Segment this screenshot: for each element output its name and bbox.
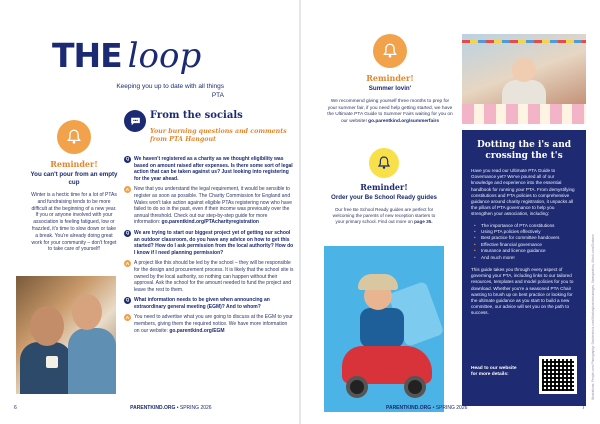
qr-label: Head to our website for more details:	[471, 366, 517, 378]
summer-fair-photo	[462, 34, 586, 124]
reminder-empty-cup	[30, 120, 118, 253]
reminder-subheading: Order your Be School Ready guides	[331, 194, 437, 201]
footer-right: PARENTKIND.ORG • SPRING 2026 7	[386, 405, 585, 411]
qr-area	[471, 356, 577, 396]
socials-section	[124, 110, 294, 144]
qa-text: Now that you understand the legal requirement, it would be sensible to register as soon as possible. The Charity Commission for England and Wales won't take action against eligible PTAs registering now who have failed to do so in the past, even if their income was previously over the annual threshold. Check out our step-by-step guide for more information:	[134, 186, 292, 226]
governance-bullet: • The importance of PTA constitutions	[471, 223, 577, 229]
friends-coffee-photo	[16, 276, 116, 394]
reminder-body: Winter is a hectic time for a lot of PTAs and fundraising tends to be more difficult at the beginning of a new year. If you or anyone involved with your association is feeling fatigued, low or frazzled, it's time to slow down or take a break. You're already doing great work for your community – don't forget to take care of yourself!	[31, 192, 117, 253]
page-subtitle: Keeping you up to date with all things PTA	[116, 83, 224, 99]
governance-title: Dotting the i's and crossing the t's	[476, 140, 572, 161]
answer-item	[124, 186, 294, 226]
qr-code-icon[interactable]	[539, 356, 577, 394]
reminder-subheading: You can't pour from an empty cup	[30, 171, 118, 186]
footer-site[interactable]: PARENTKIND.ORG	[130, 405, 176, 411]
question-item	[124, 297, 294, 310]
footer-site[interactable]: PARENTKIND.ORG	[386, 405, 432, 411]
bell-icon	[369, 148, 399, 178]
question-badge-icon: Q	[125, 156, 130, 162]
reminder-school-ready	[324, 142, 444, 412]
qa-text: A project like this should be led by the school – they will be responsible for the design and procurement process. It is likely that the school site is owned by the local authority, so nothing can happen without their approval. Ask the school for the amount needed to fund the project and leave the rest to them.	[134, 260, 294, 293]
governance-intro: Have you read our Ultimate PTA Guide to Governance yet? We've poured all of our knowledge and experience into the essential handbook for running your PTA. From demystifying constitutions and PTA policies to comprehensive guidance around charity registration, it unpacks all the pillars of PTA governance to help you strengthen your association, including:	[471, 168, 575, 217]
governance-bullet-list	[471, 223, 577, 261]
page-reference: page 35.	[414, 219, 433, 225]
qa-link[interactable]: go.parentkind.org/EGM	[169, 327, 225, 334]
qa-text: What information needs to be given when announcing an extraordinary general meeting (EGM)? And to whom?	[134, 297, 270, 310]
qa-text: You need to advertise what you are going to discuss at the EGM to your members, giving them the required notice. We have more information on our website:	[134, 314, 293, 334]
qa-text: We haven't registered as a charity as we thought eligibility was based on amount raised after expenses. Is there some sort of legal action that can be taken against us? Just looking into registering for the year ahead.	[134, 156, 293, 182]
governance-outro: This guide takes you through every aspect of governing your PTA, including links to our tailored resources, templates and model policies for you to download. Whether you're a seasoned PTA Chair wanting to brush up on best practice or looking for the ultimate guidance as you start to build a new committee, our advice will set you on the path to success.	[471, 267, 574, 316]
answer-item	[124, 314, 294, 334]
title-loop: loop	[127, 36, 202, 76]
bell-icon	[373, 34, 407, 68]
answer-item	[124, 260, 294, 293]
reminder-heading: Reminder!	[360, 182, 408, 192]
qa-text: We are trying to start our biggest project yet of getting our school an outdoor classroom, do you have any advice on how to get this started? How do I ask permission from the local authority? How do I know if I need planning permission?	[134, 229, 294, 256]
footer-left: 6 PARENTKIND.ORG • SPRING 2026	[14, 405, 212, 411]
child-in-toy-car-photo	[324, 246, 444, 412]
reminder-body: We recommend giving yourself three months to prep for your summer fair, if you need help getting started, we have the Ultimate PTA Guide to Summer Fairs waiting for you on our website! go.parentkind.org/summerfairs	[327, 99, 453, 124]
governance-bullet: • And much more!	[471, 255, 577, 261]
socials-subtitle: Your burning questions and comments from PTA Hangout	[150, 128, 287, 143]
answer-badge-icon: A	[125, 314, 130, 320]
page-number: 7	[582, 405, 585, 411]
socials-title: From the socials	[150, 110, 243, 121]
governance-bullet: • Using PTA policies effectively	[471, 229, 577, 235]
reminder-body: Our free Be School Ready guides are perfect for welcoming the parents of new reception starters to your primary school. Find out more on page 35.	[332, 207, 436, 225]
qa-link[interactable]: go.parentkind.org/PTAcharityregistration	[161, 219, 259, 226]
question-badge-icon: Q	[125, 297, 130, 303]
governance-guide-panel	[462, 130, 586, 406]
photo-credits: Illustrations: People.com Photography: Shutterstock.com/Monkeybusinessimages, Samspiration, iStock.com/Gustavo	[591, 234, 595, 400]
question-item	[124, 156, 294, 182]
summer-fairs-link[interactable]: go.parentkind.org/summerfairs	[368, 118, 440, 124]
qa-list	[124, 156, 294, 338]
reminder-heading: Reminder!	[50, 159, 98, 169]
reminder-subheading: Summer lovin'	[368, 85, 412, 92]
governance-bullet: • Best practice for committee handovers	[471, 235, 577, 241]
governance-bullet: • Insurance and licence guidance	[471, 248, 577, 254]
bell-icon	[57, 120, 91, 154]
governance-bullet: • Effective financial governance	[471, 242, 577, 248]
speech-bubble-icon	[124, 110, 146, 132]
question-item	[124, 230, 294, 256]
answer-badge-icon: A	[125, 260, 130, 266]
title-the: THE	[52, 36, 122, 75]
reminder-summer	[326, 34, 454, 125]
reminder-heading: Reminder!	[366, 73, 414, 83]
page-gutter	[299, 0, 301, 424]
page-title	[52, 36, 201, 76]
page-number: 6	[14, 405, 17, 411]
question-badge-icon: Q	[125, 230, 130, 236]
answer-badge-icon: A	[125, 186, 130, 192]
footer-issue: SPRING 2026	[179, 405, 212, 411]
footer-issue: SPRING 2026	[435, 405, 468, 411]
